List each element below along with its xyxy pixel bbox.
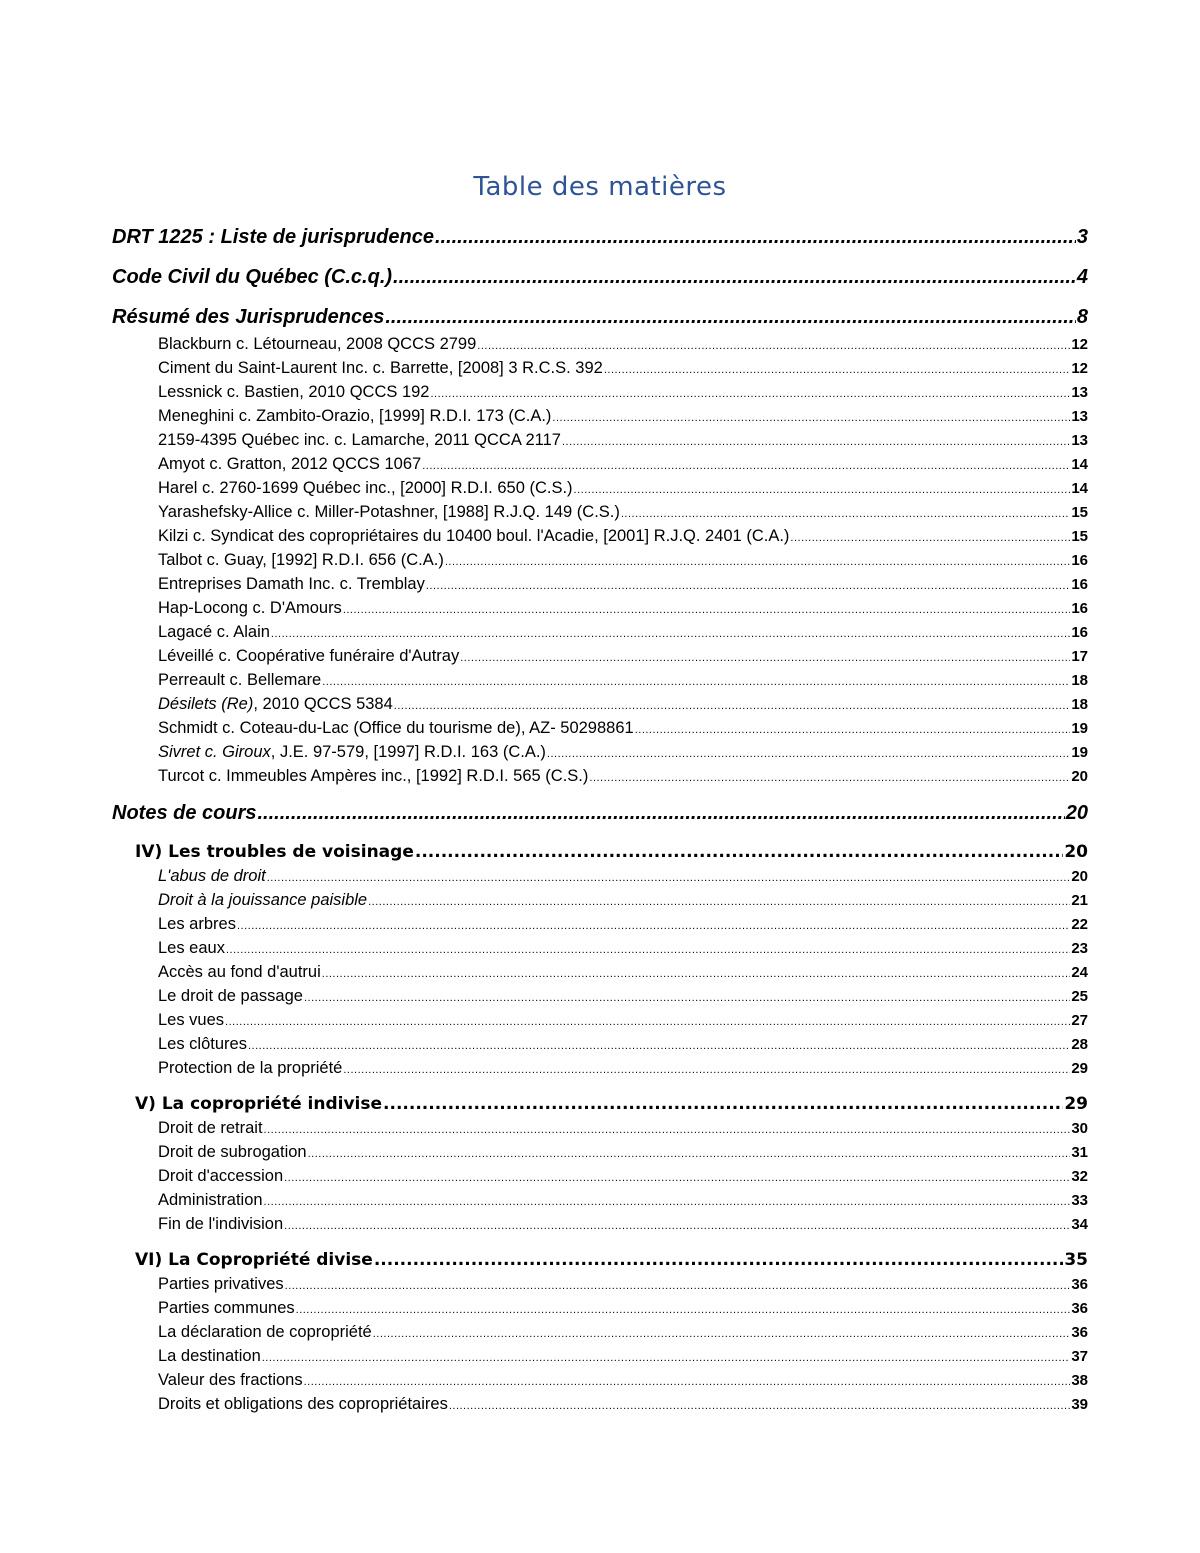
toc-entry[interactable] — [112, 500, 1088, 524]
toc-entry[interactable] — [112, 524, 1088, 548]
toc-leader-dots — [284, 1166, 1070, 1190]
toc-entry-title — [158, 668, 321, 692]
toc-leader-dots — [264, 1118, 1071, 1142]
toc-leader-dots — [589, 766, 1070, 790]
toc-entry-title-text: Turcot c. Immeubles Ampères inc., [1992] R.D.I. 565 (C.S.) — [158, 767, 589, 785]
toc-entry-title-text: Résumé des Jurisprudences — [112, 306, 385, 328]
toc-entry-title — [158, 1056, 342, 1080]
toc-entry-page: 33 — [1071, 1192, 1088, 1209]
toc-entry-page: 14 — [1071, 456, 1088, 473]
toc-entry-page: 32 — [1071, 1168, 1088, 1185]
table-of-contents — [112, 226, 1088, 1416]
toc-entry-page: 17 — [1071, 648, 1088, 665]
toc-entry-title — [158, 1368, 303, 1392]
toc-entry-title-text: Les arbres — [158, 915, 236, 933]
toc-entry-title-text: Entreprises Damath Inc. c. Tremblay — [158, 575, 425, 593]
toc-entry-title-rest: , 2010 QCCS 5384 — [253, 695, 393, 713]
toc-leader-dots — [373, 1322, 1071, 1346]
toc-entry-title — [158, 548, 444, 572]
toc-entry-page: 23 — [1071, 940, 1088, 957]
toc-entry-title — [158, 1188, 263, 1212]
toc-entry-title-text: Ciment du Saint-Laurent Inc. c. Barrette, [2008] 3 R.C.S. 392 — [158, 359, 603, 377]
toc-leader-dots — [574, 478, 1071, 502]
toc-entry-title — [158, 524, 789, 548]
toc-entry[interactable] — [112, 356, 1088, 380]
toc-entry-title — [112, 226, 434, 249]
toc-entry-page: 18 — [1071, 672, 1088, 689]
toc-entry-title — [158, 1320, 372, 1344]
toc-entry-page: 13 — [1071, 408, 1088, 425]
toc-entry-title — [135, 842, 414, 862]
toc-leader-dots — [237, 914, 1070, 938]
toc-entry-title — [158, 692, 393, 716]
toc-entry[interactable] — [112, 888, 1088, 912]
toc-entry-page: 29 — [1071, 1060, 1088, 1077]
toc-entry-page: 20 — [1071, 768, 1088, 785]
toc-entry-title-italic: Désilets (Re) — [158, 695, 254, 713]
toc-entry-page: 14 — [1071, 480, 1088, 497]
toc-leader-dots — [304, 986, 1070, 1010]
toc-entry-title-text: Kilzi c. Syndicat des copropriétaires du 10400 boul. l'Acadie, [2001] R.J.Q. 2401 (C.A.) — [158, 527, 790, 545]
toc-entry[interactable] — [112, 1032, 1088, 1056]
toc-entry-page: 28 — [1071, 1036, 1088, 1053]
toc-entry-title — [158, 620, 270, 644]
toc-entry-page: 36 — [1071, 1324, 1088, 1341]
toc-entry-title — [158, 644, 459, 668]
toc-entry-page: 37 — [1071, 1348, 1088, 1365]
toc-entry-title — [158, 356, 603, 380]
toc-entry-title — [158, 476, 573, 500]
toc-entry[interactable] — [112, 428, 1088, 452]
toc-entry-page: 20 — [1071, 868, 1088, 885]
toc-entry-title-text: Meneghini c. Zambito-Orazio, [1999] R.D.I. 173 (C.A.) — [158, 407, 552, 425]
toc-entry-title — [158, 572, 425, 596]
toc-entry-page: 13 — [1071, 384, 1088, 401]
toc-entry[interactable] — [112, 596, 1088, 620]
toc-entry-page: 12 — [1071, 336, 1088, 353]
toc-entry-title — [158, 960, 321, 984]
toc-entry[interactable] — [112, 1392, 1088, 1416]
toc-entry-title — [158, 1164, 283, 1188]
toc-entry-title — [158, 912, 236, 936]
toc-entry-page: 15 — [1071, 528, 1088, 545]
toc-entry-title — [158, 1008, 224, 1032]
toc-entry-page: 3 — [1076, 226, 1088, 248]
toc-entry-title-text: Droit d'accession — [158, 1167, 284, 1185]
toc-entry-title-text: Droit de subrogation — [158, 1143, 307, 1161]
toc-entry-page: 36 — [1071, 1276, 1088, 1293]
toc-entry-title — [158, 380, 429, 404]
toc-entry[interactable] — [112, 740, 1088, 764]
toc-entry-title-text: Fin de l'indivision — [158, 1215, 284, 1233]
toc-entry-page: 39 — [1071, 1396, 1088, 1413]
toc-entry[interactable] — [112, 1250, 1088, 1272]
toc-entry-title-text: Lessnick c. Bastien, 2010 QCCS 192 — [158, 383, 430, 401]
toc-entry-title-text: IV) Les troubles de voisinage — [135, 842, 414, 862]
toc-entry[interactable] — [112, 226, 1088, 252]
toc-entry[interactable] — [112, 1164, 1088, 1188]
toc-entry[interactable] — [112, 572, 1088, 596]
toc-entry-page: 16 — [1071, 600, 1088, 617]
toc-leader-dots — [284, 1214, 1070, 1238]
toc-entry[interactable] — [112, 1296, 1088, 1320]
toc-entry-title-text: Droit à la jouissance paisible — [158, 891, 368, 909]
toc-entry-title — [112, 306, 384, 329]
toc-entry-title-text: La déclaration de copropriété — [158, 1323, 372, 1341]
toc-leader-dots — [343, 598, 1071, 622]
toc-entry-page: 18 — [1071, 696, 1088, 713]
toc-entry[interactable] — [112, 404, 1088, 428]
toc-entry[interactable] — [112, 332, 1088, 356]
toc-entry[interactable] — [112, 548, 1088, 572]
toc-entry-title — [112, 266, 392, 289]
toc-entry[interactable] — [112, 984, 1088, 1008]
toc-entry-page: 29 — [1064, 1094, 1088, 1114]
toc-entry-title-text: Harel c. 2760-1699 Québec inc., [2000] R.D.I. 650 (C.S.) — [158, 479, 573, 497]
toc-entry[interactable] — [112, 936, 1088, 960]
toc-leader-dots — [322, 670, 1070, 694]
toc-entry-title-text: Droit de retrait — [158, 1119, 263, 1137]
toc-entry[interactable] — [112, 912, 1088, 936]
toc-entry[interactable] — [112, 452, 1088, 476]
toc-entry[interactable] — [112, 620, 1088, 644]
toc-leader-dots — [621, 502, 1070, 526]
toc-entry-title — [158, 1272, 284, 1296]
toc-entry-title-text: Schmidt c. Coteau-du-Lac (Office du tourisme de), AZ- 50298861 — [158, 719, 634, 737]
toc-leader-dots — [385, 306, 1076, 329]
toc-entry-page: 38 — [1071, 1372, 1088, 1389]
toc-entry-page: 35 — [1064, 1250, 1088, 1270]
toc-leader-dots — [445, 550, 1070, 574]
toc-entry-title — [158, 764, 588, 788]
toc-entry-page: 13 — [1071, 432, 1088, 449]
toc-entry[interactable] — [112, 1140, 1088, 1164]
toc-entry[interactable] — [112, 842, 1088, 864]
toc-leader-dots — [304, 1370, 1071, 1394]
toc-leader-dots — [322, 962, 1071, 986]
toc-entry-title-text: V) La copropriété indivise — [135, 1094, 383, 1114]
toc-entry[interactable] — [112, 802, 1088, 828]
toc-entry-title-text: Perreault c. Bellemare — [158, 671, 322, 689]
toc-leader-dots — [790, 526, 1070, 550]
toc-entry-title-rest: , J.E. 97-579, [1997] R.D.I. 163 (C.A.) — [270, 743, 546, 761]
toc-entry[interactable] — [112, 716, 1088, 740]
toc-entry-title-text: Hap-Locong c. D'Amours — [158, 599, 342, 617]
toc-entry-title — [158, 1392, 448, 1416]
toc-entry-title — [158, 428, 561, 452]
toc-entry-title-text: Talbot c. Guay, [1992] R.D.I. 656 (C.A.) — [158, 551, 444, 569]
toc-entry-title — [158, 936, 225, 960]
toc-entry-page: 15 — [1071, 504, 1088, 521]
toc-entry[interactable] — [112, 644, 1088, 668]
toc-entry-title-italic: Sivret c. Giroux — [158, 743, 271, 761]
toc-entry-title-text: Parties privatives — [158, 1275, 284, 1293]
toc-entry-title-text: Notes de cours — [112, 802, 257, 824]
toc-entry-page: 16 — [1071, 576, 1088, 593]
toc-leader-dots — [562, 430, 1070, 454]
toc-entry-page: 21 — [1071, 892, 1088, 909]
toc-entry-title-text: Le droit de passage — [158, 987, 303, 1005]
toc-entry-page: 12 — [1071, 360, 1088, 377]
toc-entry[interactable] — [112, 1368, 1088, 1392]
toc-leader-dots — [460, 646, 1070, 670]
toc-entry-title-text: Code Civil du Québec (C.c.q.) — [112, 266, 393, 288]
toc-entry-page: 19 — [1071, 720, 1088, 737]
toc-entry-title-text: 2159-4395 Québec inc. c. Lamarche, 2011 QCCA 2117 — [158, 431, 561, 449]
toc-entry-title-text: L'abus de droit — [158, 867, 266, 885]
toc-entry[interactable] — [112, 1094, 1088, 1116]
toc-leader-dots — [296, 1298, 1071, 1322]
toc-entry[interactable] — [112, 266, 1088, 292]
toc-entry-title — [158, 1140, 307, 1164]
toc-entry[interactable] — [112, 692, 1088, 716]
toc-leader-dots — [430, 382, 1070, 406]
toc-entry-title-text: Protection de la propriété — [158, 1059, 343, 1077]
toc-leader-dots — [267, 866, 1071, 890]
toc-leader-dots — [271, 622, 1070, 646]
toc-entry-page: 8 — [1076, 306, 1088, 328]
toc-entry-title — [158, 1296, 295, 1320]
toc-entry-page: 30 — [1071, 1120, 1088, 1137]
toc-leader-dots — [285, 1274, 1071, 1298]
toc-entry-title-text: Administration — [158, 1191, 263, 1209]
toc-entry[interactable] — [112, 764, 1088, 788]
toc-entry-title — [158, 332, 476, 356]
toc-entry-title-text: La destination — [158, 1347, 261, 1365]
toc-entry-title-text: Lagacé c. Alain — [158, 623, 270, 641]
toc-entry-page: 22 — [1071, 916, 1088, 933]
toc-leader-dots — [383, 1094, 1063, 1114]
toc-leader-dots — [426, 574, 1070, 598]
toc-leader-dots — [393, 266, 1076, 289]
toc-entry-title — [158, 404, 551, 428]
toc-leader-dots — [225, 1010, 1070, 1034]
toc-entry-title — [158, 864, 266, 888]
toc-entry-page: 36 — [1071, 1300, 1088, 1317]
toc-leader-dots — [264, 1190, 1071, 1214]
toc-leader-dots — [248, 1034, 1070, 1058]
toc-entry-title-text: Les clôtures — [158, 1035, 247, 1053]
toc-entry[interactable] — [112, 1212, 1088, 1236]
toc-entry-title-text: Valeur des fractions — [158, 1371, 303, 1389]
toc-entry-title-text: Amyot c. Gratton, 2012 QCCS 1067 — [158, 455, 422, 473]
toc-entry-title-text: Yarashefsky-Allice c. Miller-Potashner, [1988] R.J.Q. 149 (C.S.) — [158, 503, 620, 521]
toc-entry[interactable] — [112, 864, 1088, 888]
toc-leader-dots — [449, 1394, 1070, 1418]
toc-entry[interactable] — [112, 306, 1088, 332]
toc-leader-dots — [226, 938, 1070, 962]
toc-entry[interactable] — [112, 1116, 1088, 1140]
toc-entry-title-text: Accès au fond d'autrui — [158, 963, 321, 981]
toc-entry-page: 27 — [1071, 1012, 1088, 1029]
toc-entry-title-text: Droits et obligations des copropriétaires — [158, 1395, 448, 1413]
toc-entry-title-text: DRT 1225 : Liste de jurisprudence — [112, 226, 434, 248]
toc-entry-page: 25 — [1071, 988, 1088, 1005]
toc-entry-title — [135, 1250, 373, 1270]
toc-entry[interactable] — [112, 1320, 1088, 1344]
toc-leader-dots — [415, 842, 1063, 862]
toc-entry-page: 20 — [1065, 802, 1088, 824]
toc-entry-title — [158, 888, 367, 912]
toc-entry-title-text: Blackburn c. Létourneau, 2008 QCCS 2799 — [158, 335, 477, 353]
toc-entry-page: 16 — [1071, 552, 1088, 569]
toc-leader-dots — [435, 226, 1076, 249]
toc-entry-title — [158, 1212, 283, 1236]
toc-entry-page: 24 — [1071, 964, 1088, 981]
toc-entry-title — [135, 1094, 382, 1114]
toc-entry-title-text: Les eaux — [158, 939, 225, 957]
toc-leader-dots — [308, 1142, 1071, 1166]
toc-entry-title — [158, 1032, 247, 1056]
toc-leader-dots — [343, 1058, 1070, 1082]
toc-title: Table des matières — [473, 172, 727, 202]
toc-entry[interactable] — [112, 960, 1088, 984]
toc-leader-dots — [257, 802, 1064, 825]
toc-leader-dots — [547, 742, 1070, 766]
toc-entry-page: 19 — [1071, 744, 1088, 761]
toc-leader-dots — [262, 1346, 1071, 1370]
toc-entry-page: 20 — [1064, 842, 1088, 862]
toc-entry[interactable] — [112, 1344, 1088, 1368]
toc-entry[interactable] — [112, 380, 1088, 404]
toc-entry[interactable] — [112, 476, 1088, 500]
toc-entry-title-text: VI) La Copropriété divise — [135, 1250, 373, 1270]
toc-leader-dots — [422, 454, 1070, 478]
toc-entry[interactable] — [112, 1272, 1088, 1296]
toc-leader-dots — [394, 694, 1071, 718]
toc-entry-page: 4 — [1076, 266, 1088, 288]
toc-leader-dots — [552, 406, 1070, 430]
toc-leader-dots — [374, 1250, 1064, 1270]
toc-entry-title-text: Léveillé c. Coopérative funéraire d'Autray — [158, 647, 460, 665]
toc-entry[interactable] — [112, 1008, 1088, 1032]
toc-leader-dots — [477, 334, 1070, 358]
toc-entry-page: 31 — [1071, 1144, 1088, 1161]
toc-entry-title — [158, 740, 546, 764]
toc-entry-title — [158, 1116, 263, 1140]
toc-entry-page: 34 — [1071, 1216, 1088, 1233]
toc-entry-title — [158, 716, 634, 740]
toc-entry-title-text: Parties communes — [158, 1299, 295, 1317]
toc-entry-title — [158, 1344, 261, 1368]
toc-leader-dots — [604, 358, 1070, 382]
toc-entry-title-text: Les vues — [158, 1011, 225, 1029]
toc-entry-title — [112, 802, 256, 825]
toc-entry[interactable] — [112, 668, 1088, 692]
toc-entry-title — [158, 596, 342, 620]
toc-entry-title — [158, 452, 421, 476]
toc-entry[interactable] — [112, 1056, 1088, 1080]
toc-entry-title — [158, 500, 620, 524]
toc-leader-dots — [368, 890, 1070, 914]
toc-entry-page: 16 — [1071, 624, 1088, 641]
toc-entry-title — [158, 984, 303, 1008]
toc-leader-dots — [635, 718, 1071, 742]
toc-entry[interactable] — [112, 1188, 1088, 1212]
